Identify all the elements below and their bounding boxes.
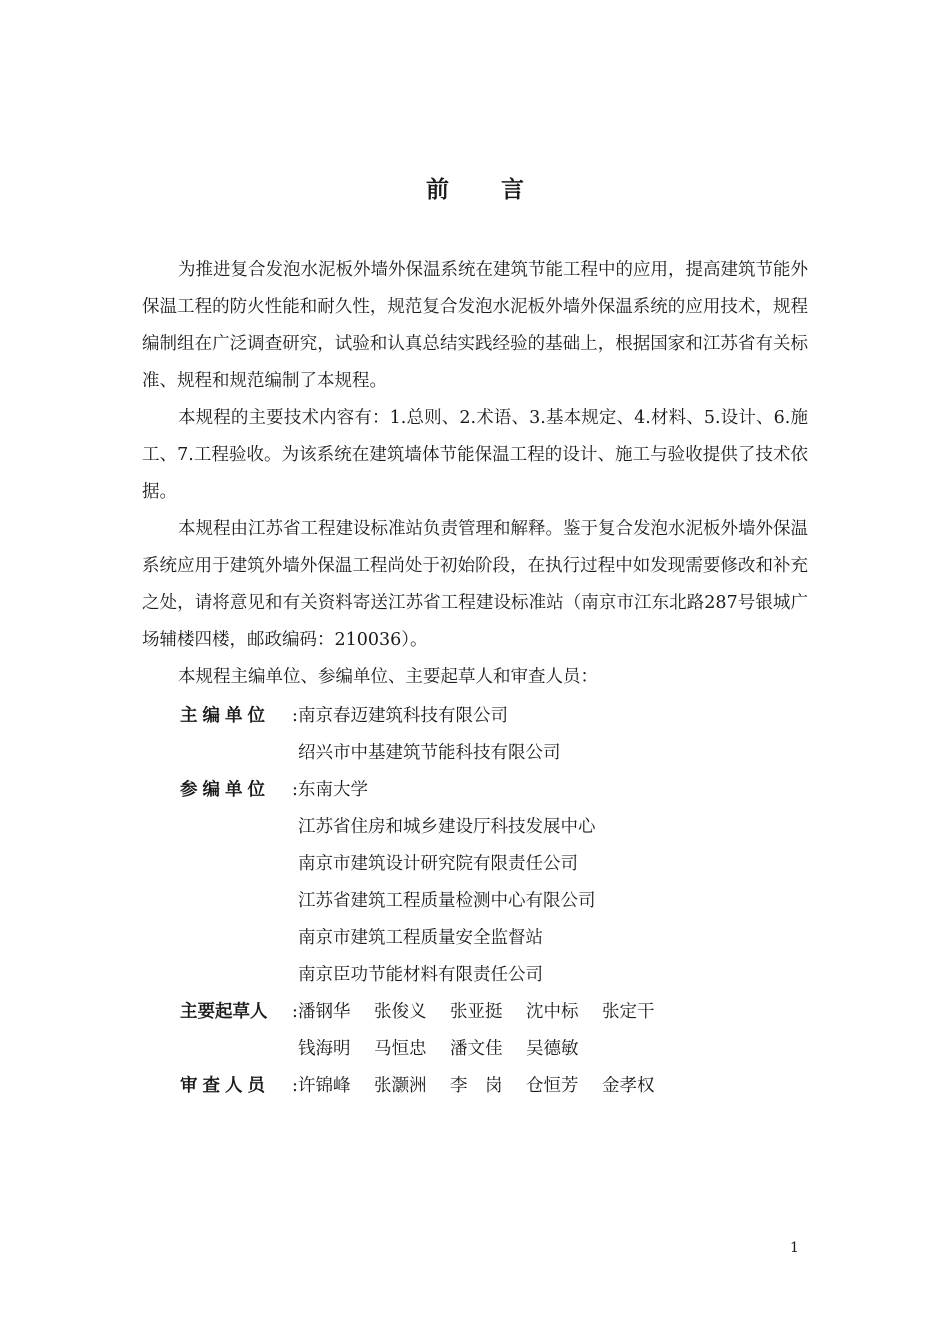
unit-item: 江苏省建筑工程质量检测中心有限公司 xyxy=(298,891,596,911)
credits-list xyxy=(180,698,800,1105)
reviewer-name: 李 岗 xyxy=(450,1076,503,1096)
names-line xyxy=(298,994,800,1031)
names-line xyxy=(298,1031,800,1068)
participating-units-row xyxy=(180,772,800,994)
unit-item: 东南大学 xyxy=(298,780,368,800)
drafter-name: 沈中标 xyxy=(526,1002,579,1022)
chief-units-row xyxy=(180,698,800,772)
drafter-name: 张定干 xyxy=(602,1002,655,1022)
unit-item: 南京臣功节能材料有限责任公司 xyxy=(298,965,543,985)
drafters-row xyxy=(180,994,800,1068)
participating-units-label: 参编单位 xyxy=(180,780,270,800)
paragraph: 本规程的主要技术内容有：1.总则、2.术语、3.基本规定、4.材料、5.设计、6.施工、7.工程验收。为该系统在建筑墙体节能保温工程的设计、施工与验收提供了技术依据。 xyxy=(142,408,808,502)
unit-item: 南京市建筑工程质量安全监督站 xyxy=(298,928,543,948)
drafter-name: 潘钢华 xyxy=(298,1002,351,1022)
chief-units-values xyxy=(298,698,800,772)
participating-units-values xyxy=(298,772,800,994)
reviewers-row xyxy=(180,1068,800,1105)
paragraph: 本规程由江苏省工程建设标准站负责管理和解释。鉴于复合发泡水泥板外墙外保温系统应用于建筑外墙外保温工程尚处于初始阶段，在执行过程中如发现需要修改和补充之处，请将意见和有关资料寄送江苏省工程建设标准站（南京市江东北路287号银城广场辅楼四楼，邮政编码：210036）。 xyxy=(142,519,808,650)
reviewer-name: 张灏洲 xyxy=(374,1076,427,1096)
reviewer-name: 仓恒芳 xyxy=(526,1076,579,1096)
unit-item: 南京市建筑设计研究院有限责任公司 xyxy=(298,854,578,874)
unit-item: 江苏省住房和城乡建设厅科技发展中心 xyxy=(298,817,596,837)
preface-body xyxy=(142,252,808,696)
drafter-name: 马恒忠 xyxy=(374,1039,427,1059)
label-colon: : xyxy=(292,706,298,726)
label-colon: : xyxy=(292,1076,298,1096)
drafter-name: 张亚挺 xyxy=(450,1002,503,1022)
reviewers-values xyxy=(298,1068,800,1105)
label-colon: : xyxy=(292,1002,298,1022)
paragraph: 为推进复合发泡水泥板外墙外保温系统在建筑节能工程中的应用，提高建筑节能外保温工程的防火性能和耐久性，规范复合发泡水泥板外墙外保温系统的应用技术，规程编制组在广泛调查研究，试验和认真总结实践经验的基础上，根据国家和江苏省有关标准、规程和规范编制了本规程。 xyxy=(142,260,808,391)
list-intro: 本规程主编单位、参编单位、主要起草人和审查人员： xyxy=(178,667,598,687)
drafter-name: 钱海明 xyxy=(298,1039,351,1059)
names-line xyxy=(298,1068,800,1105)
page-number: 1 xyxy=(790,1240,799,1256)
drafters-label: 主要起草人 xyxy=(180,1002,268,1022)
unit-item: 绍兴市中基建筑节能科技有限公司 xyxy=(298,743,561,763)
page-title: 前言 xyxy=(426,177,576,203)
chief-units-label: 主编单位 xyxy=(180,706,270,726)
reviewer-name: 金孝权 xyxy=(602,1076,655,1096)
reviewers-label: 审查人员 xyxy=(180,1076,270,1096)
drafters-values xyxy=(298,994,800,1068)
reviewer-name: 许锦峰 xyxy=(298,1076,351,1096)
unit-item: 南京春迈建筑科技有限公司 xyxy=(298,706,508,726)
drafter-name: 张俊义 xyxy=(374,1002,427,1022)
label-colon: : xyxy=(292,780,298,800)
drafter-name: 潘文佳 xyxy=(450,1039,503,1059)
drafter-name: 吴德敏 xyxy=(526,1039,579,1059)
